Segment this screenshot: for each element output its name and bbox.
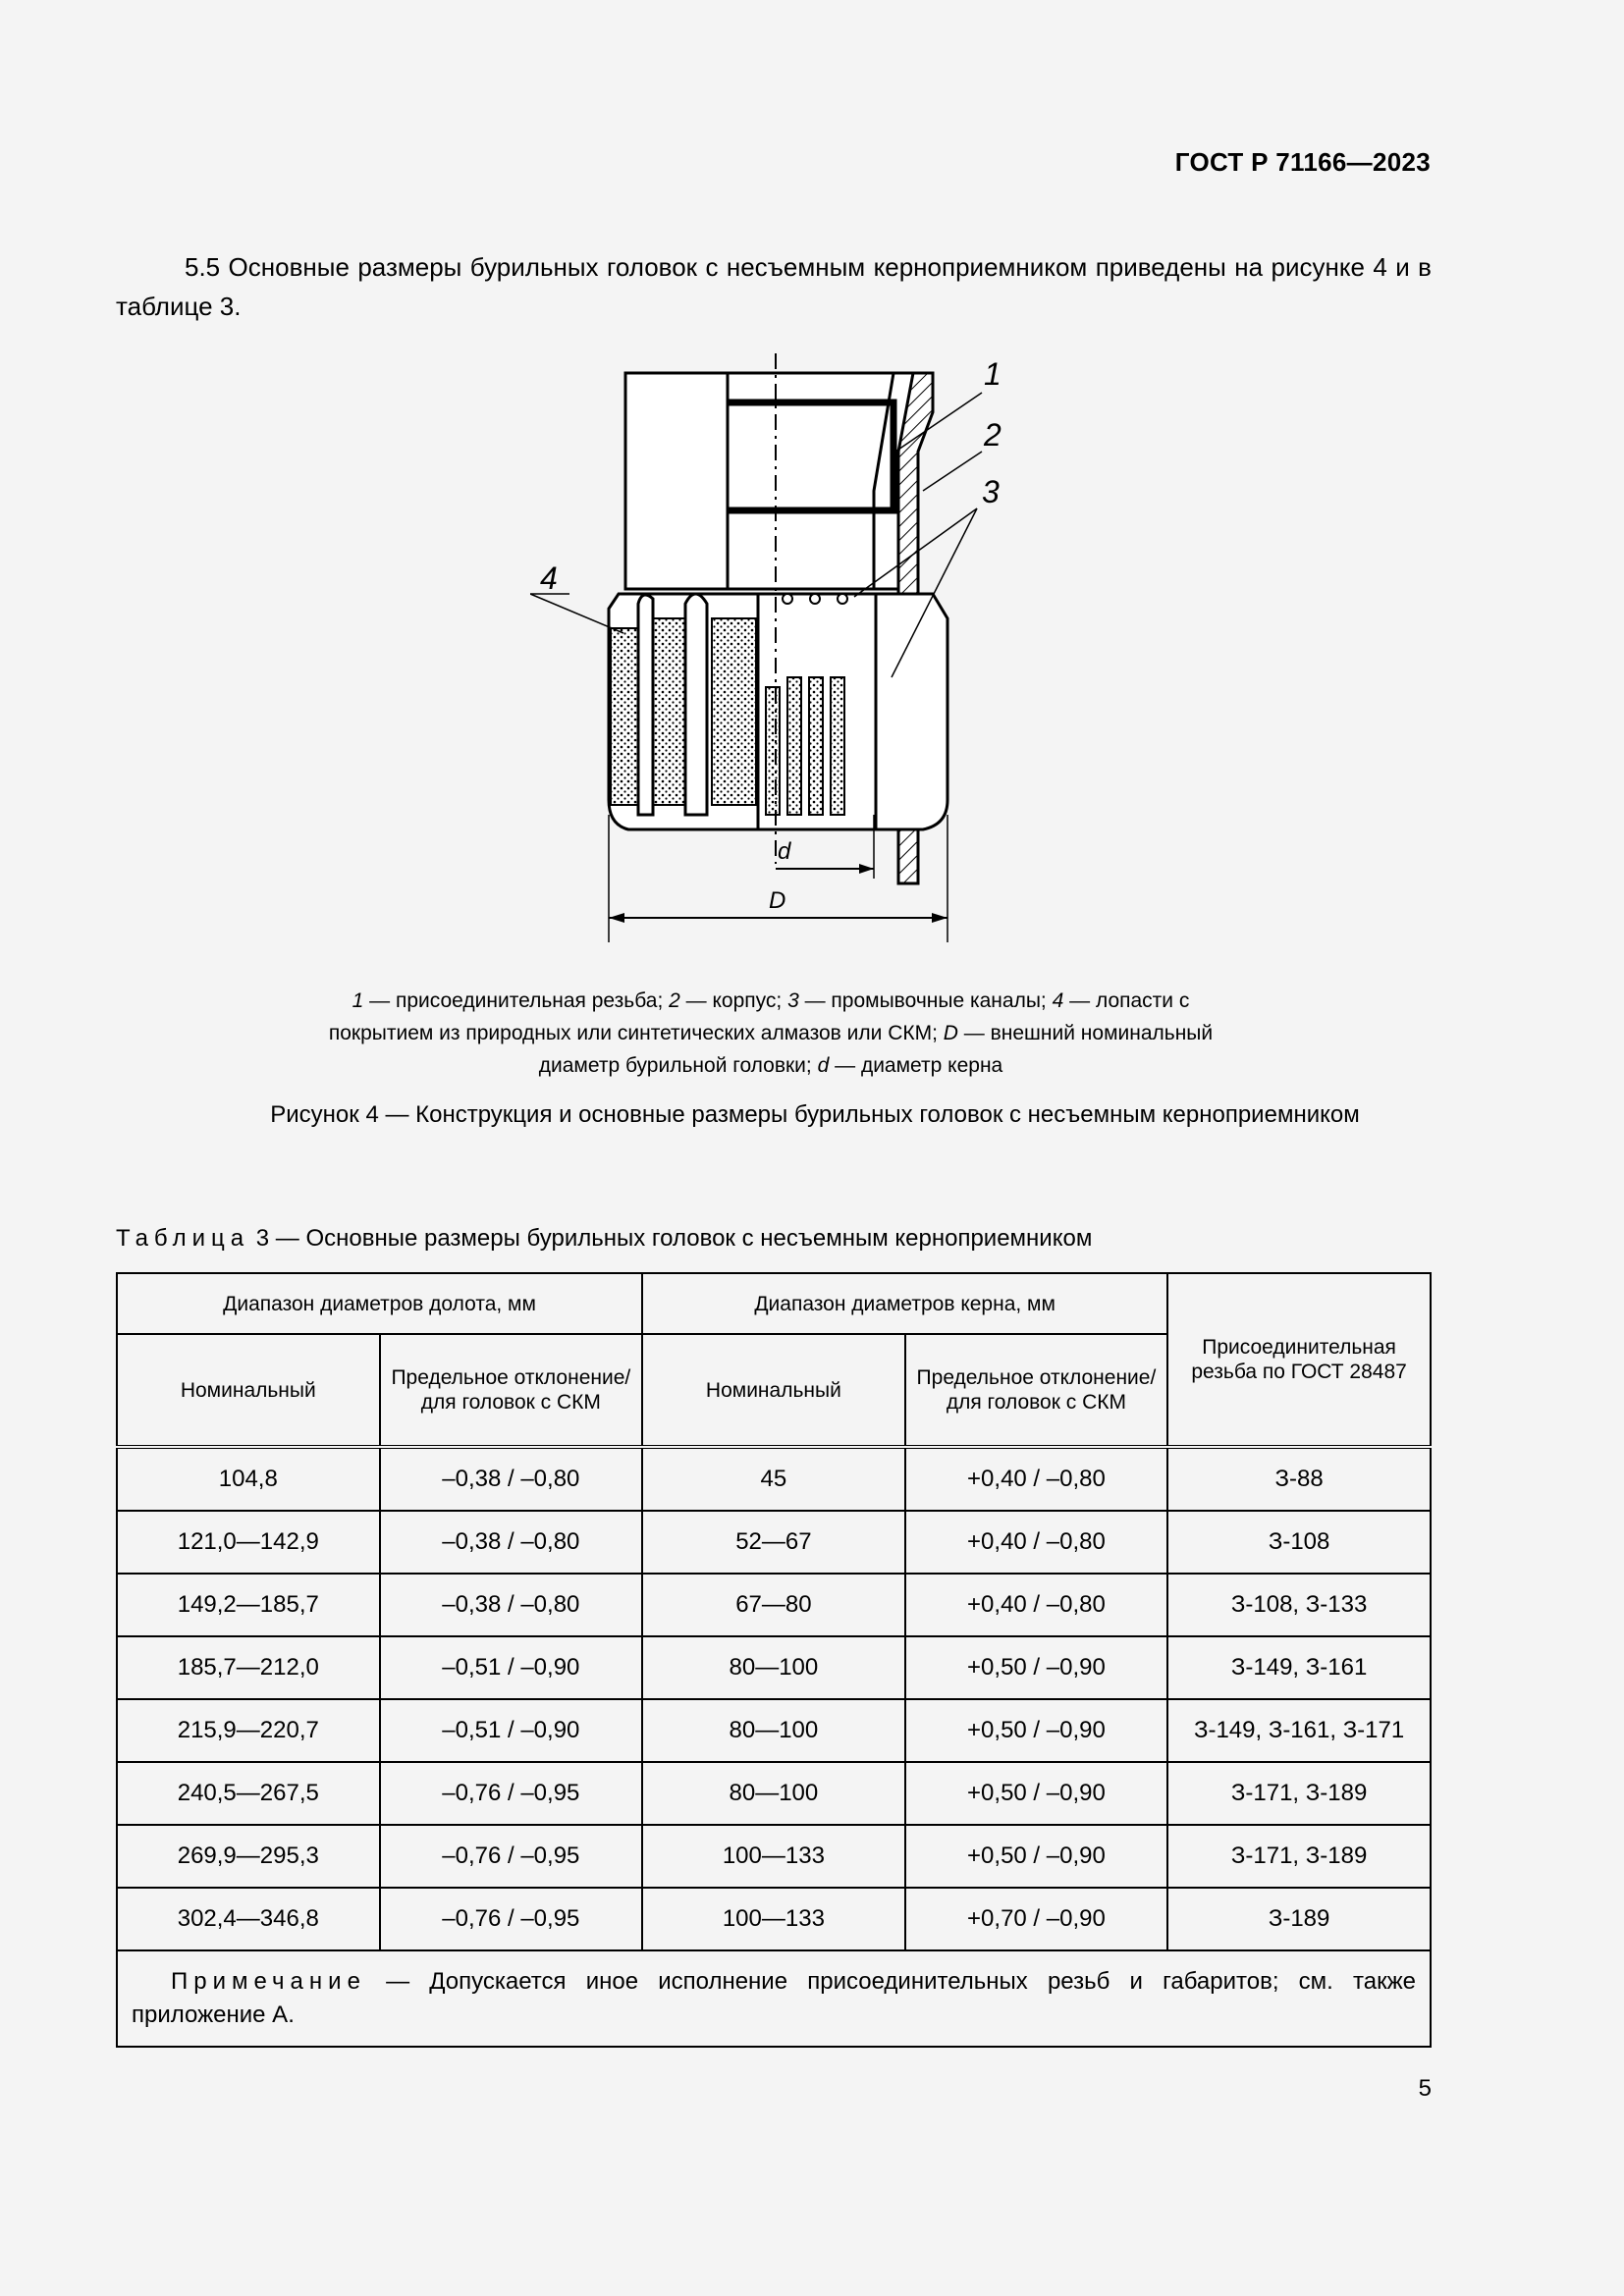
document-code: ГОСТ Р 71166—2023 xyxy=(1174,147,1431,177)
blade-1 xyxy=(611,628,638,805)
table-row: 269,9—295,3 –0,76 / –0,95 100—133 +0,50 / –0,90 З-171, З-189 xyxy=(117,1825,1431,1888)
inner-blade-2 xyxy=(787,677,801,815)
label-2: 2 xyxy=(984,417,1001,453)
inner-blade-1 xyxy=(766,687,780,815)
table-title: Таблица 3 — Основные размеры бурильных головок с несъемным керноприемником xyxy=(116,1225,1093,1252)
dimension-d-label: d xyxy=(778,838,791,865)
inner-blade-4 xyxy=(831,677,844,815)
figure-title: Рисунок 4 — Конструкция и основные размеры бурильных головок с несъемным керноприемником xyxy=(270,1101,1360,1128)
header-core-range: Диапазон диаметров керна, мм xyxy=(642,1273,1167,1334)
table-row: 185,7—212,0 –0,51 / –0,90 80—100 +0,50 / –0,90 З-149, З-161 xyxy=(117,1636,1431,1699)
page-number: 5 xyxy=(1418,2075,1432,2102)
header-bit-deviation: Предельное отклонение/для головок с СКМ xyxy=(380,1334,643,1447)
header-core-deviation: Предельное отклонение/для головок с СКМ xyxy=(905,1334,1168,1447)
table-row: 240,5—267,5 –0,76 / –0,95 80—100 +0,50 / –0,90 З-171, З-189 xyxy=(117,1762,1431,1825)
dimensions-table xyxy=(116,1272,1432,2048)
inner-blade-3 xyxy=(809,677,823,815)
label-3: 3 xyxy=(982,474,1000,509)
figure-legend: 1 — присоединительная резьба; 2 — корпус; 3 — промывочные каналы; 4 — лопасти с покрытием из природных или синтетических алмазов или СКМ; D — внешний номинальный диаметр бурильной головки; d — диаметр керна xyxy=(328,989,1214,1077)
table-row: 121,0—142,9 –0,38 / –0,80 52—67 +0,40 / –0,80 З-108 xyxy=(117,1511,1431,1574)
table-row: 104,8 –0,38 / –0,80 45 +0,40 / –0,80 З-88 xyxy=(117,1447,1431,1511)
header-bit-nominal: Номинальный xyxy=(117,1334,380,1447)
label-1: 1 xyxy=(984,356,1001,392)
table-note-row xyxy=(117,1950,1431,2047)
header-bit-range: Диапазон диаметров долота, мм xyxy=(117,1273,642,1334)
table-row: 149,2—185,7 –0,38 / –0,80 67—80 +0,40 / –0,80 З-108, З-133 xyxy=(117,1574,1431,1636)
figure-drawing xyxy=(530,353,1021,962)
shank-body xyxy=(625,373,728,589)
header-core-nominal: Номинальный xyxy=(642,1334,905,1447)
blade-3 xyxy=(712,618,756,805)
table-row: 302,4—346,8 –0,76 / –0,95 100—133 +0,70 / –0,90 З-189 xyxy=(117,1888,1431,1950)
header-thread: Присоединительная резьба по ГОСТ 28487 xyxy=(1167,1273,1431,1447)
table-note: Примечание — Допускается иное исполнение присоединительных резьб и габаритов; см. также приложение А. xyxy=(117,1950,1431,2047)
dimension-D-label: D xyxy=(769,887,786,914)
table-row: 215,9—220,7 –0,51 / –0,90 80—100 +0,50 / –0,90 З-149, З-161, З-171 xyxy=(117,1699,1431,1762)
label-4: 4 xyxy=(540,561,558,596)
intro-paragraph: 5.5 Основные размеры бурильных головок с несъемным керноприемником приведены на рисунке 4 и в таблице 3. xyxy=(116,252,1432,321)
